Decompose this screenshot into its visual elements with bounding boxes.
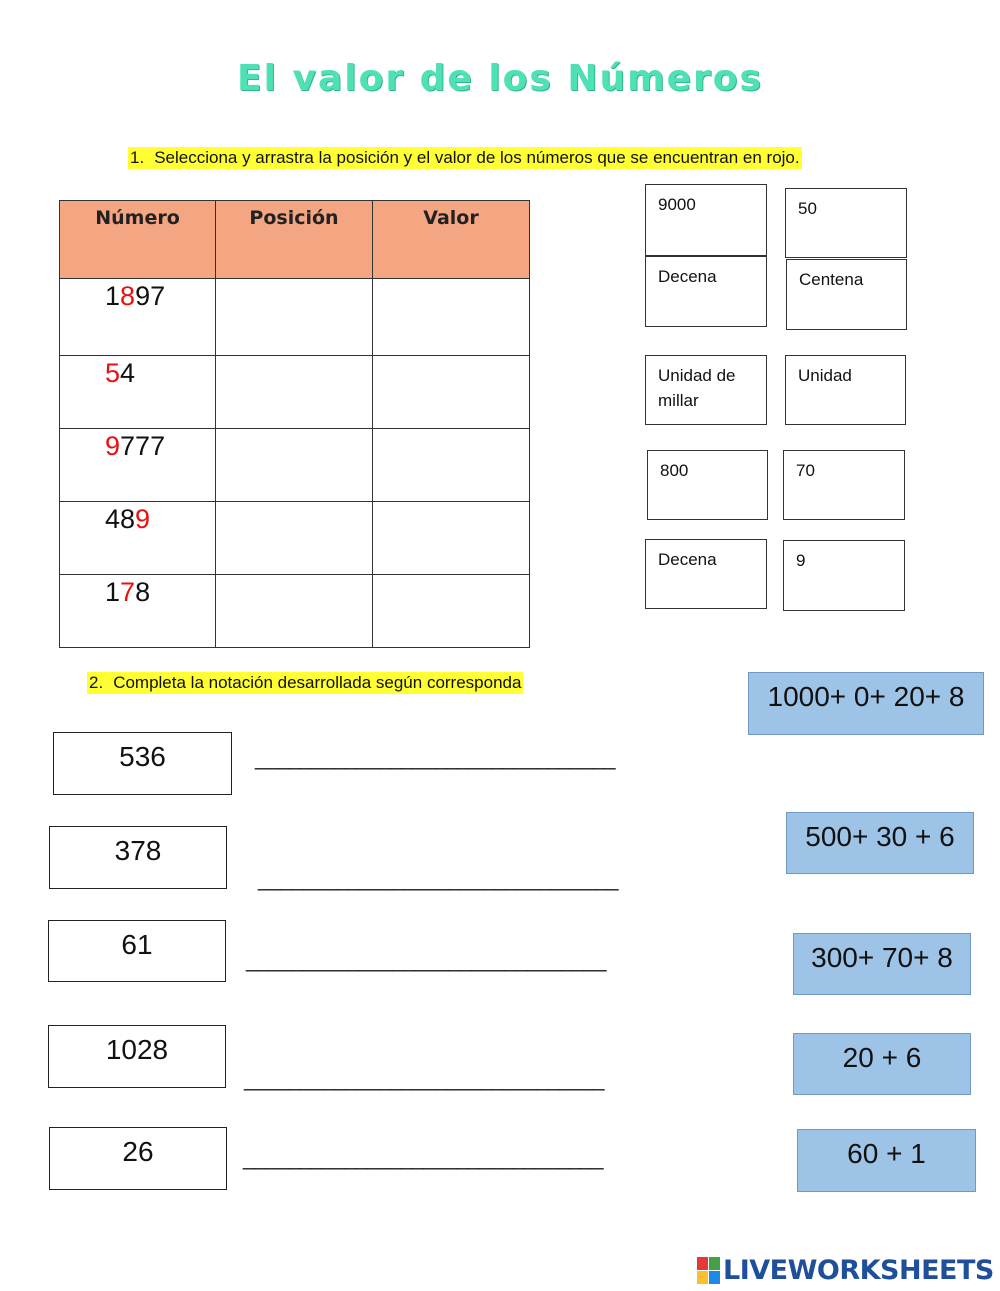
drag-tile[interactable]: Unidad de millar (645, 355, 767, 425)
header-posicion: Posición (216, 201, 373, 279)
answer-tile[interactable]: 500+ 30 + 6 (786, 812, 974, 874)
logo-text: LIVEWORKSHEETS (723, 1255, 994, 1286)
number-cell: 54 (60, 356, 216, 429)
header-numero: Número (60, 201, 216, 279)
answer-drop-line[interactable]: ________________________________ (243, 1145, 603, 1170)
number-cell: 9777 (60, 429, 216, 502)
position-drop-zone[interactable] (216, 575, 373, 648)
answer-drop-line[interactable]: ________________________________ (258, 866, 618, 891)
header-valor: Valor (373, 201, 530, 279)
drag-tile[interactable]: 9 (783, 540, 905, 611)
position-drop-zone[interactable] (216, 502, 373, 575)
drag-tile[interactable]: 800 (647, 450, 768, 520)
drag-tile[interactable]: 50 (785, 188, 907, 258)
number-cell: 178 (60, 575, 216, 648)
drag-tile[interactable]: 70 (783, 450, 905, 520)
instruction-1 (128, 147, 802, 169)
page-title: El valor de los Números (237, 58, 763, 99)
instruction-2-number: 2. (89, 673, 104, 692)
answer-drop-line[interactable]: ________________________________ (246, 947, 606, 972)
liveworksheets-logo (697, 1255, 994, 1286)
instruction-1-text: Selecciona y arrastra la posición y el valor de los números que se encuentran en rojo. (154, 148, 800, 167)
position-drop-zone[interactable] (216, 356, 373, 429)
number-box: 536 (53, 732, 232, 795)
position-drop-zone[interactable] (216, 279, 373, 356)
answer-tile[interactable]: 300+ 70+ 8 (793, 933, 971, 995)
instruction-1-number: 1. (130, 148, 145, 167)
number-cell: 489 (60, 502, 216, 575)
value-drop-zone[interactable] (373, 356, 530, 429)
drag-tile[interactable]: 9000 (645, 184, 767, 256)
logo-icon (697, 1257, 720, 1284)
number-box: 61 (48, 920, 226, 982)
number-box: 26 (49, 1127, 227, 1190)
table-row (60, 502, 530, 575)
value-drop-zone[interactable] (373, 502, 530, 575)
number-box: 1028 (48, 1025, 226, 1088)
drag-tile[interactable]: Decena (645, 539, 767, 609)
number-cell: 1897 (60, 279, 216, 356)
value-drop-zone[interactable] (373, 279, 530, 356)
table-header-row (60, 201, 530, 279)
answer-tile[interactable]: 20 + 6 (793, 1033, 971, 1095)
number-box: 378 (49, 826, 227, 889)
values-table (59, 200, 530, 648)
table-row (60, 279, 530, 356)
instruction-2 (87, 672, 523, 694)
table-row (60, 429, 530, 502)
value-drop-zone[interactable] (373, 429, 530, 502)
table-row (60, 356, 530, 429)
table-row (60, 575, 530, 648)
answer-drop-line[interactable]: ________________________________ (255, 745, 615, 770)
answer-tile[interactable]: 1000+ 0+ 20+ 8 (748, 672, 984, 735)
drag-tile[interactable]: Unidad (785, 355, 906, 425)
value-drop-zone[interactable] (373, 575, 530, 648)
answer-tile[interactable]: 60 + 1 (797, 1129, 976, 1192)
answer-drop-line[interactable]: ________________________________ (244, 1066, 604, 1091)
drag-tile[interactable]: Centena (786, 259, 907, 330)
instruction-2-text: Completa la notación desarrollada según corresponda (113, 673, 522, 692)
drag-tile[interactable]: Decena (645, 256, 767, 327)
position-drop-zone[interactable] (216, 429, 373, 502)
